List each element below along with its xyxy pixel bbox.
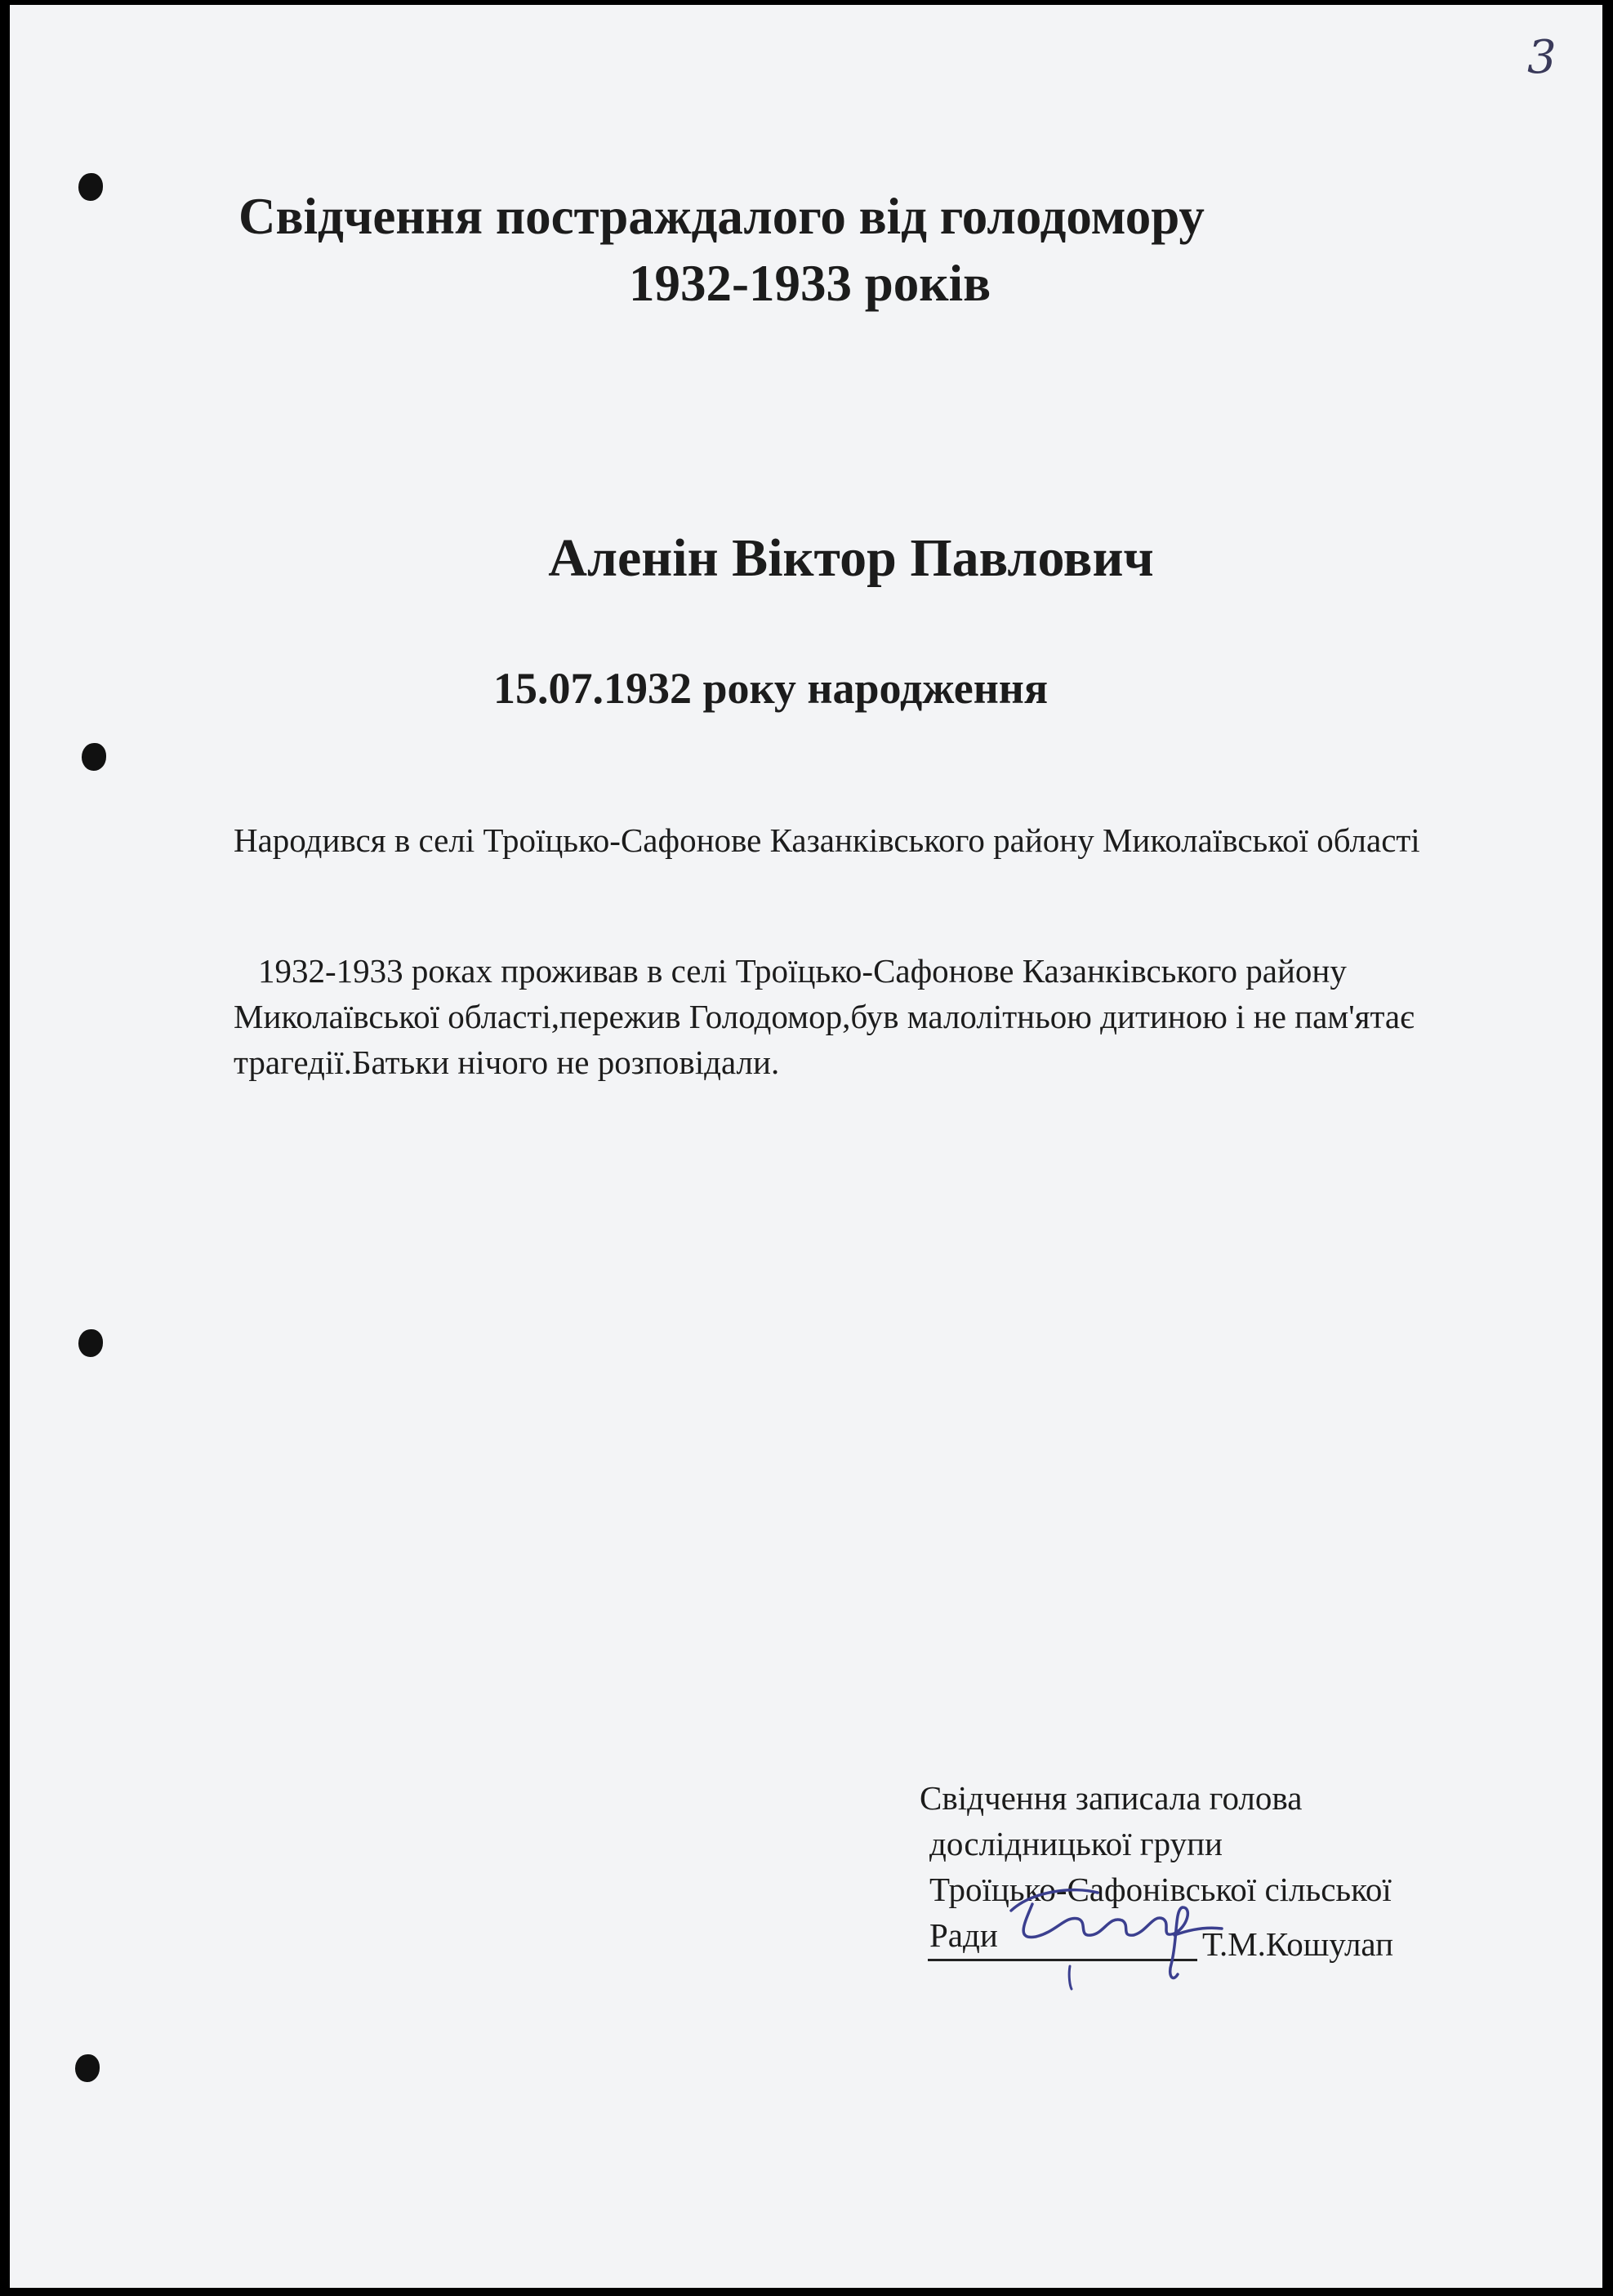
signature-block-line: Ради <box>929 1916 998 1954</box>
birth-date: 15.07.1932 року народження <box>493 664 1049 713</box>
signer-name: Т.М.Кошулап <box>1202 1925 1394 1963</box>
title-line-1: Свідчення постраждалого від голодомору <box>238 188 1205 245</box>
person-name: Аленін Віктор Павлович <box>548 528 1154 588</box>
title-line-2: 1932-1933 років <box>629 255 991 312</box>
punch-hole <box>82 743 106 771</box>
signature-block-line: Свідчення записала голова <box>920 1779 1303 1817</box>
punch-hole <box>78 173 103 201</box>
punch-hole <box>75 2054 100 2082</box>
paragraph-birthplace: Народився в селі Троїцько-Сафонове Казанківського району Миколаївської області <box>234 821 1420 859</box>
page-number: 3 <box>1527 31 1557 84</box>
signature-block-line: дослідницької групи <box>929 1825 1223 1862</box>
document-page <box>10 5 1602 2288</box>
signature-block-line: Троїцько-Сафонівської сільської <box>929 1871 1392 1908</box>
document-title <box>222 183 1366 317</box>
punch-hole <box>78 1329 103 1357</box>
paragraph-testimony: 1932-1933 роках проживав в селі Троїцько-Сафонове Казанківського району Миколаївської області,пережив Голодомор,був малолітньою дитиною і не пам'ятає трагедії.Батьки нічого не розповідали. <box>234 952 1415 1081</box>
handwritten-signature <box>1000 1875 1228 1997</box>
